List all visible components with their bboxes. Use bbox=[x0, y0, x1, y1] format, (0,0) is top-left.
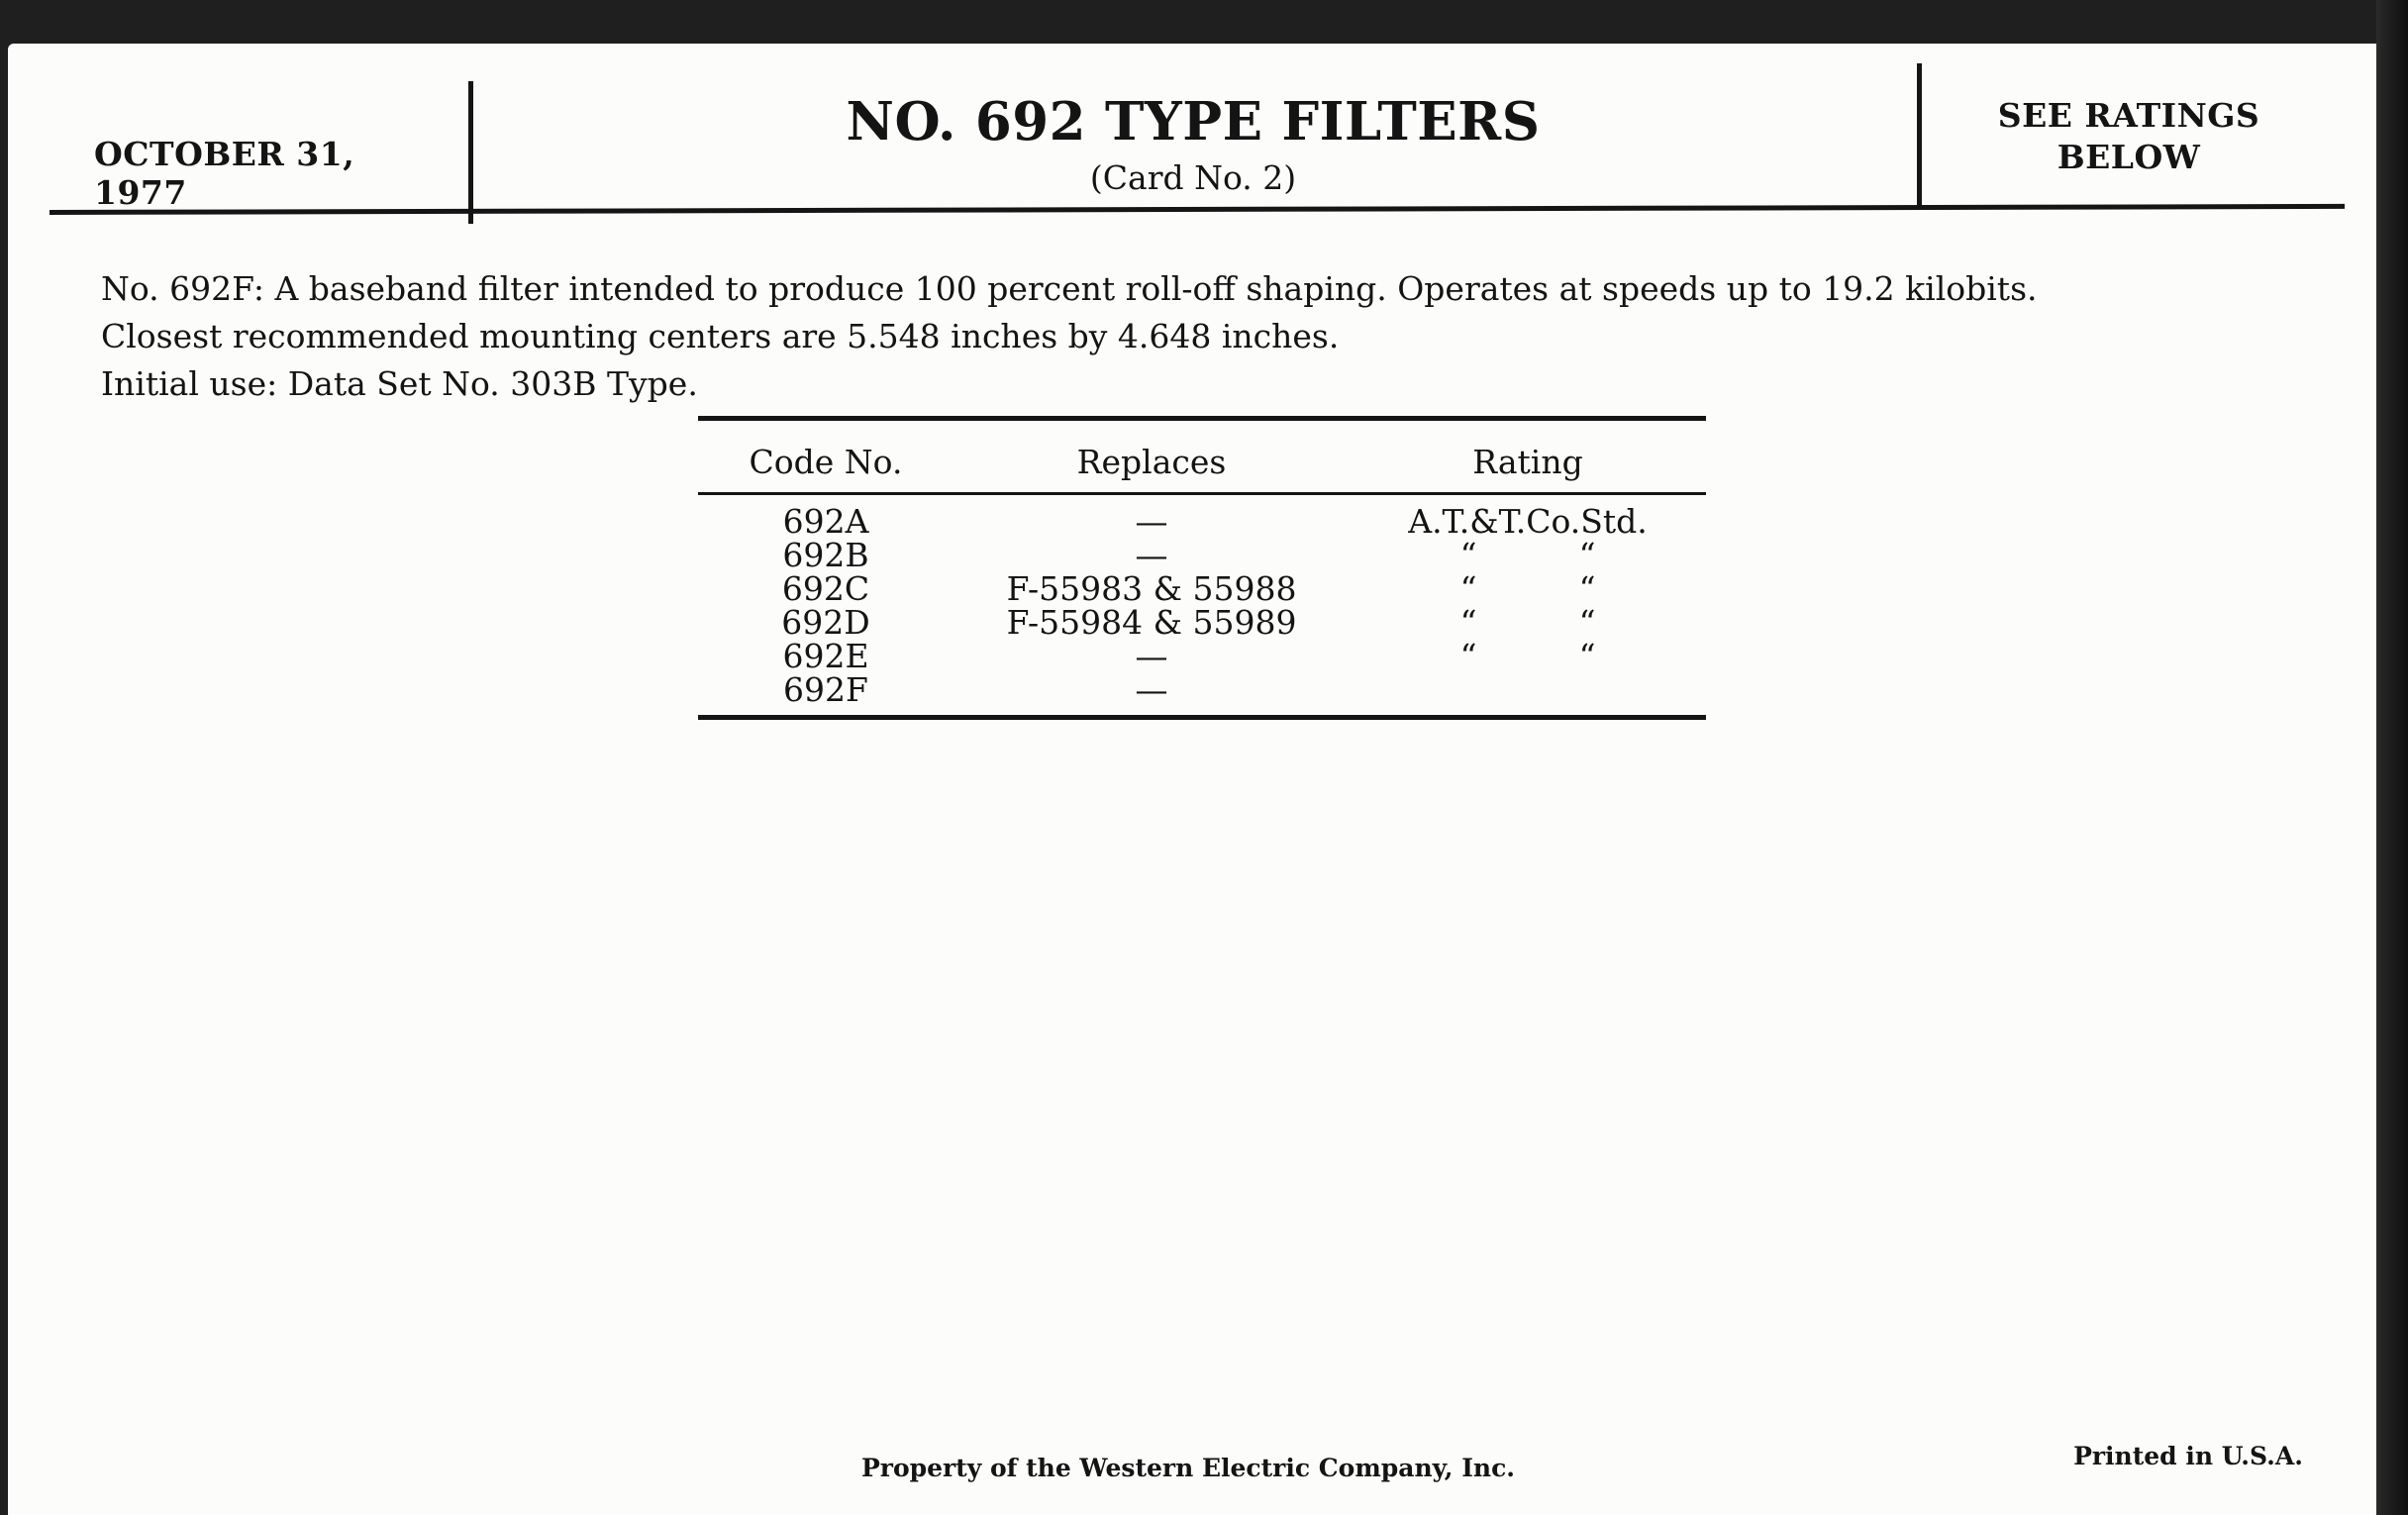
column-header-code: Code No. bbox=[698, 419, 953, 494]
see-ratings-line2: BELOW bbox=[2057, 138, 2201, 176]
code-cell: 692B bbox=[782, 536, 869, 574]
code-table bbox=[698, 416, 1706, 720]
ditto-mark: “ bbox=[1578, 569, 1596, 608]
printed-notice: Printed in U.S.A. bbox=[2073, 1442, 2303, 1470]
code-cell: 692E bbox=[782, 637, 869, 675]
description-line: No. 692F: A baseband filter intended to produce 100 percent roll-off shaping. Operates at speeds up to 19.2 kilobits. bbox=[101, 269, 2038, 308]
column-header-replaces: Replaces bbox=[953, 419, 1350, 494]
description-line: Initial use: Data Set No. 303B Type. bbox=[101, 364, 698, 403]
code-cell: 692C bbox=[781, 569, 870, 608]
ditto-mark: “ bbox=[1578, 603, 1596, 642]
see-ratings-line1: SEE RATINGS bbox=[1997, 96, 2260, 135]
column-header-rating: Rating bbox=[1350, 419, 1706, 494]
ditto-mark: “ bbox=[1459, 603, 1477, 642]
table-row bbox=[698, 640, 1706, 673]
table-row bbox=[698, 673, 1706, 718]
ditto-mark: “ bbox=[1578, 536, 1596, 574]
rating-cell bbox=[1350, 536, 1706, 574]
replaces-cell: — bbox=[1135, 536, 1168, 574]
rating-cell bbox=[1350, 569, 1706, 608]
rating-cell bbox=[1350, 603, 1706, 642]
table-row bbox=[698, 572, 1706, 606]
card-title: NO. 692 TYPE FILTERS bbox=[846, 91, 1541, 152]
description-line: Closest recommended mounting centers are 5.548 inches by 4.648 inches. bbox=[101, 317, 1340, 355]
header-divider-right bbox=[1917, 63, 1922, 208]
see-ratings-note bbox=[1941, 95, 2317, 178]
replaces-cell: — bbox=[1135, 670, 1168, 709]
rating-cell bbox=[1350, 673, 1706, 718]
property-notice: Property of the Western Electric Company, Inc. bbox=[860, 1454, 1515, 1482]
rating-cell bbox=[1350, 637, 1706, 675]
code-cell: 692F bbox=[783, 670, 868, 709]
table-row bbox=[698, 494, 1706, 540]
index-card bbox=[8, 44, 2392, 1515]
card-edge-shadow bbox=[2376, 0, 2408, 1515]
ditto-mark: “ bbox=[1459, 536, 1477, 574]
card-subtitle: (Card No. 2) bbox=[1089, 158, 1297, 197]
description-block bbox=[101, 265, 2329, 408]
rating-cell: A.T.&T.Co.Std. bbox=[1408, 502, 1648, 541]
replaces-cell: — bbox=[1135, 637, 1168, 675]
replaces-cell: F-55983 & 55988 bbox=[1006, 569, 1297, 608]
table-header-row bbox=[698, 419, 1706, 494]
header-divider-left bbox=[468, 81, 473, 224]
ditto-mark: “ bbox=[1459, 569, 1477, 608]
ditto-mark: “ bbox=[1459, 637, 1477, 675]
table-row bbox=[698, 606, 1706, 640]
ditto-mark: “ bbox=[1578, 637, 1596, 675]
table-row bbox=[698, 539, 1706, 572]
card-date: OCTOBER 31, 1977 bbox=[94, 135, 355, 212]
replaces-cell: F-55984 & 55989 bbox=[1006, 603, 1297, 642]
code-cell: 692D bbox=[781, 603, 870, 642]
replaces-cell: — bbox=[1135, 502, 1168, 541]
code-cell: 692A bbox=[782, 502, 869, 541]
